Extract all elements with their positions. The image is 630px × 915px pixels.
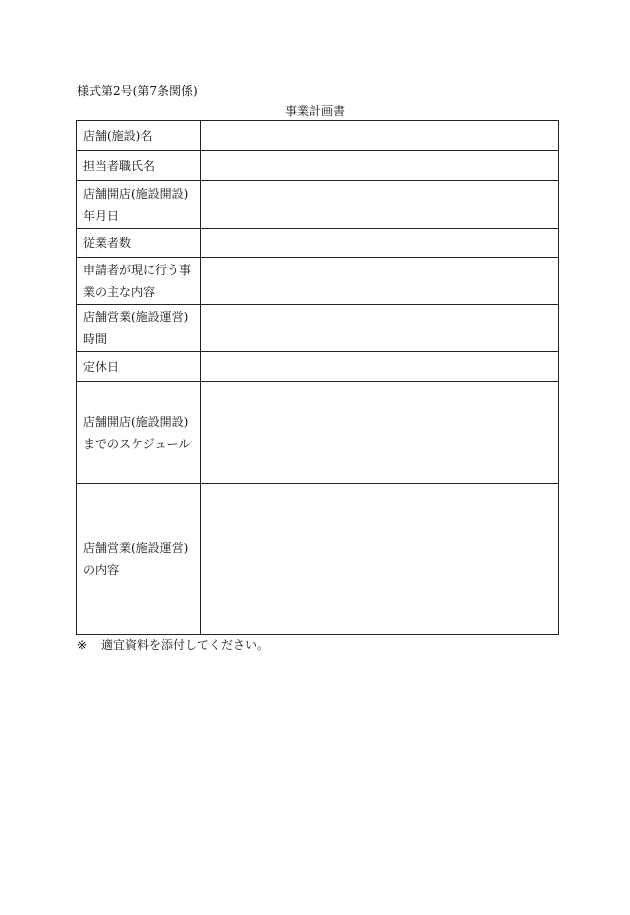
opening-schedule-field[interactable] <box>201 382 559 484</box>
attachment-note <box>77 637 269 653</box>
row-label: 定休日 <box>77 352 201 382</box>
operation-details-field[interactable] <box>201 484 559 635</box>
table-row-contact-person <box>77 151 559 181</box>
note-text: 適宜資料を添付してください。 <box>101 638 270 652</box>
row-label: 申請者が現に行う事 業の主な内容 <box>77 258 201 305</box>
document-title: 事業計画書 <box>284 104 345 118</box>
table-row-employee-count <box>77 229 559 258</box>
table-row-opening-date <box>77 181 559 229</box>
table-row-opening-schedule <box>77 382 559 484</box>
table-row-regular-holiday <box>77 352 559 382</box>
regular-holiday-field[interactable] <box>201 352 559 382</box>
contact-person-field[interactable] <box>201 151 559 181</box>
form-number-label: 様式第2号(第7条関係) <box>77 84 198 98</box>
table-row-main-business <box>77 258 559 305</box>
row-label: 担当者職氏名 <box>77 151 201 181</box>
row-label: 店舗(施設)名 <box>77 121 201 151</box>
business-plan-table <box>76 120 559 635</box>
table-row-store-name <box>77 121 559 151</box>
row-label: 店舗営業(施設運営) 時間 <box>77 305 201 352</box>
row-label: 店舗営業(施設運営) の内容 <box>77 484 201 635</box>
store-name-field[interactable] <box>201 121 559 151</box>
row-label: 店舗開店(施設開設) までのスケジュール <box>77 382 201 484</box>
business-hours-field[interactable] <box>201 305 559 352</box>
main-business-field[interactable] <box>201 258 559 305</box>
employee-count-field[interactable] <box>201 229 559 258</box>
reference-mark: ※ <box>77 638 88 652</box>
row-label: 店舗開店(施設開設) 年月日 <box>77 181 201 229</box>
table-row-business-hours <box>77 305 559 352</box>
opening-date-field[interactable] <box>201 181 559 229</box>
row-label: 従業者数 <box>77 229 201 258</box>
table-row-operation-details <box>77 484 559 635</box>
